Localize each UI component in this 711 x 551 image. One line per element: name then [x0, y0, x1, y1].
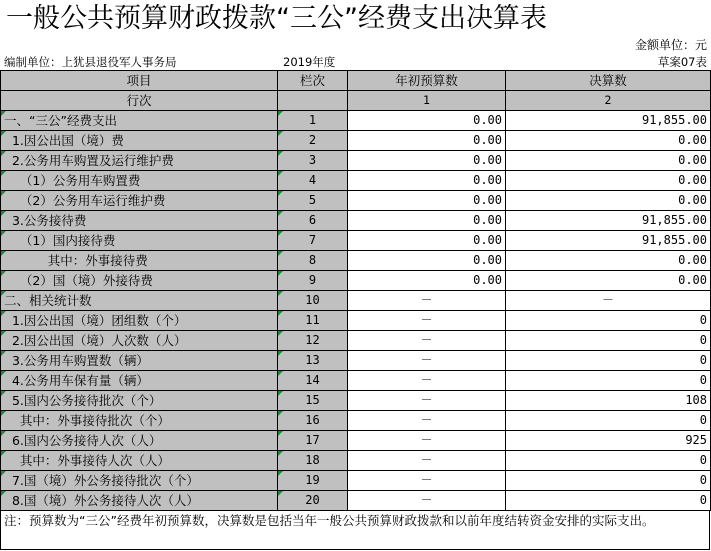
row-label-cell[interactable]: 7.国（境）外公务接待批次（个） — [1, 471, 278, 491]
row-budget-cell[interactable]: 0.00 — [348, 251, 506, 271]
header-row — [1, 71, 711, 91]
row-label-cell[interactable]: 4.公务用车保有量（辆） — [1, 371, 278, 391]
table-row — [1, 371, 711, 391]
header-col-seq-cell[interactable]: 栏次 — [278, 71, 348, 91]
row-label-cell[interactable]: 一、“三公”经费支出 — [1, 111, 278, 131]
row-label-cell[interactable]: （2）公务用车运行维护费 — [1, 191, 278, 211]
row-seq-cell[interactable]: 4 — [278, 171, 348, 191]
row-label-cell[interactable]: 3.公务用车购置数（辆） — [1, 351, 278, 371]
table-row — [1, 211, 711, 231]
row-budget-cell[interactable]: － — [348, 411, 506, 431]
table-row — [1, 431, 711, 451]
row-label-cell[interactable]: 其中：外事接待批次（个） — [1, 411, 278, 431]
year-label: 2019年度 — [283, 55, 336, 69]
form-code: 草案07表 — [657, 55, 707, 69]
row-seq-cell[interactable]: 2 — [278, 131, 348, 151]
table-row — [1, 411, 711, 431]
row-final-cell[interactable]: 0.00 — [506, 191, 711, 211]
row-final-cell[interactable]: 0 — [506, 451, 711, 471]
row-final-cell[interactable]: 0 — [506, 311, 711, 331]
row-label-cell[interactable]: 6.国内公务接待人次（人） — [1, 431, 278, 451]
row-budget-cell[interactable]: － — [348, 291, 506, 311]
table-row — [1, 491, 711, 511]
table-row — [1, 331, 711, 351]
row-final-cell[interactable]: 0 — [506, 331, 711, 351]
row-final-cell[interactable]: 0.00 — [506, 171, 711, 191]
row-seq-cell[interactable]: 18 — [278, 451, 348, 471]
row-seq-cell[interactable]: 9 — [278, 271, 348, 291]
row-label-cell[interactable]: 2.公务用车购置及运行维护费 — [1, 151, 278, 171]
row-seq-cell[interactable]: 15 — [278, 391, 348, 411]
row-label-cell[interactable]: 1.因公出国（境）费 — [1, 131, 278, 151]
table-row — [1, 171, 711, 191]
row-final-cell[interactable]: 0 — [506, 411, 711, 431]
row-seq-cell[interactable]: 5 — [278, 191, 348, 211]
row-budget-cell[interactable]: 0.00 — [348, 271, 506, 291]
row-budget-cell[interactable]: － — [348, 311, 506, 331]
row-budget-cell[interactable]: － — [348, 451, 506, 471]
table-row — [1, 351, 711, 371]
page-title: 一般公共预算财政拨款“三公”经费支出决算表 — [6, 3, 547, 34]
row-final-cell[interactable]: 0.00 — [506, 131, 711, 151]
row-label-cell[interactable]: （1）公务用车购置费 — [1, 171, 278, 191]
row-seq-cell[interactable]: 16 — [278, 411, 348, 431]
row-final-cell[interactable]: 0.00 — [506, 151, 711, 171]
row-label-cell[interactable]: 5.国内公务接待批次（个） — [1, 391, 278, 411]
row-final-cell[interactable]: 91,855.00 — [506, 211, 711, 231]
row-seq-cell[interactable]: 13 — [278, 351, 348, 371]
row-label-cell[interactable]: （2）国（境）外接待费 — [1, 271, 278, 291]
row-seq-cell[interactable]: 11 — [278, 311, 348, 331]
unit-label: 金额单位：元 — [634, 38, 707, 52]
header-final-cell[interactable]: 决算数 — [506, 71, 711, 91]
row-budget-cell[interactable]: － — [348, 351, 506, 371]
table-row — [1, 151, 711, 171]
row-final-cell[interactable]: 0 — [506, 351, 711, 371]
row-budget-cell[interactable]: － — [348, 431, 506, 451]
row-budget-cell[interactable]: 0.00 — [348, 111, 506, 131]
row-budget-cell[interactable]: 0.00 — [348, 231, 506, 251]
row-final-cell[interactable]: 0.00 — [506, 251, 711, 271]
row-seq-cell[interactable]: 14 — [278, 371, 348, 391]
expenditure-table — [0, 70, 711, 511]
row-final-cell[interactable]: － — [506, 291, 711, 311]
row-seq-cell[interactable]: 8 — [278, 251, 348, 271]
footnote: 注：预算数为“三公”经费年初预算数，决算数是包括当年一般公共预算财政拨款和以前年度结转资金安排的实际支出。 — [0, 511, 710, 550]
table-row — [1, 311, 711, 331]
row-label-cell[interactable]: 其中：外事接待人次（人） — [1, 451, 278, 471]
table-body — [1, 71, 711, 511]
table-row — [1, 191, 711, 211]
table-row — [1, 391, 711, 411]
row-final-cell[interactable]: 925 — [506, 431, 711, 451]
row-seq-cell[interactable]: 7 — [278, 231, 348, 251]
row-seq-cell[interactable]: 3 — [278, 151, 348, 171]
row-final-cell[interactable]: 0 — [506, 371, 711, 391]
row-final-cell[interactable]: 0 — [506, 491, 711, 511]
row-label-cell[interactable]: 1.因公出国（境）团组数（个） — [1, 311, 278, 331]
row-budget-cell[interactable]: 0.00 — [348, 191, 506, 211]
table-row — [1, 131, 711, 151]
row-seq-cell[interactable]: 6 — [278, 211, 348, 231]
header-budget-colno-cell[interactable]: 1 — [348, 91, 506, 111]
row-budget-cell[interactable]: － — [348, 491, 506, 511]
table-row — [1, 451, 711, 471]
row-label-cell[interactable]: 其中：外事接待费 — [1, 251, 278, 271]
table-row — [1, 111, 711, 131]
row-label-cell[interactable]: 8.国（境）外公务接待人次（人） — [1, 491, 278, 511]
row-label-cell[interactable]: 2.因公出国（境）人次数（人） — [1, 331, 278, 351]
table-row — [1, 271, 711, 291]
row-seq-cell[interactable]: 17 — [278, 431, 348, 451]
header-budget-cell[interactable]: 年初预算数 — [348, 71, 506, 91]
row-final-cell[interactable]: 108 — [506, 391, 711, 411]
row-budget-cell[interactable]: － — [348, 331, 506, 351]
header-row-numbers — [1, 91, 711, 111]
header-item-cell[interactable]: 项目 — [1, 71, 278, 91]
row-budget-cell[interactable]: － — [348, 371, 506, 391]
row-label-cell[interactable]: 3.公务接待费 — [1, 211, 278, 231]
row-seq-cell[interactable]: 19 — [278, 471, 348, 491]
row-seq-cell[interactable]: 12 — [278, 331, 348, 351]
row-seq-cell[interactable]: 20 — [278, 491, 348, 511]
row-budget-cell[interactable]: 0.00 — [348, 131, 506, 151]
header-final-colno-cell[interactable]: 2 — [506, 91, 711, 111]
row-seq-cell[interactable]: 10 — [278, 291, 348, 311]
row-label-cell[interactable]: （1）国内接待费 — [1, 231, 278, 251]
row-label-cell[interactable]: 二、相关统计数 — [1, 291, 278, 311]
row-seq-cell[interactable]: 1 — [278, 111, 348, 131]
row-final-cell[interactable]: 91,855.00 — [506, 111, 711, 131]
row-budget-cell[interactable]: 0.00 — [348, 211, 506, 231]
table-row — [1, 251, 711, 271]
row-final-cell[interactable]: 91,855.00 — [506, 231, 711, 251]
row-budget-cell[interactable]: － — [348, 391, 506, 411]
org-label: 编制单位：上犹县退役军人事务局 — [4, 55, 177, 69]
table-row — [1, 471, 711, 491]
row-budget-cell[interactable]: 0.00 — [348, 151, 506, 171]
header-empty-cell[interactable] — [278, 91, 348, 111]
row-budget-cell[interactable]: － — [348, 471, 506, 491]
row-final-cell[interactable]: 0 — [506, 471, 711, 491]
table-row — [1, 291, 711, 311]
row-final-cell[interactable]: 0.00 — [506, 271, 711, 291]
header-row-seq-cell[interactable]: 行次 — [1, 91, 278, 111]
table-row — [1, 231, 711, 251]
row-budget-cell[interactable]: 0.00 — [348, 171, 506, 191]
